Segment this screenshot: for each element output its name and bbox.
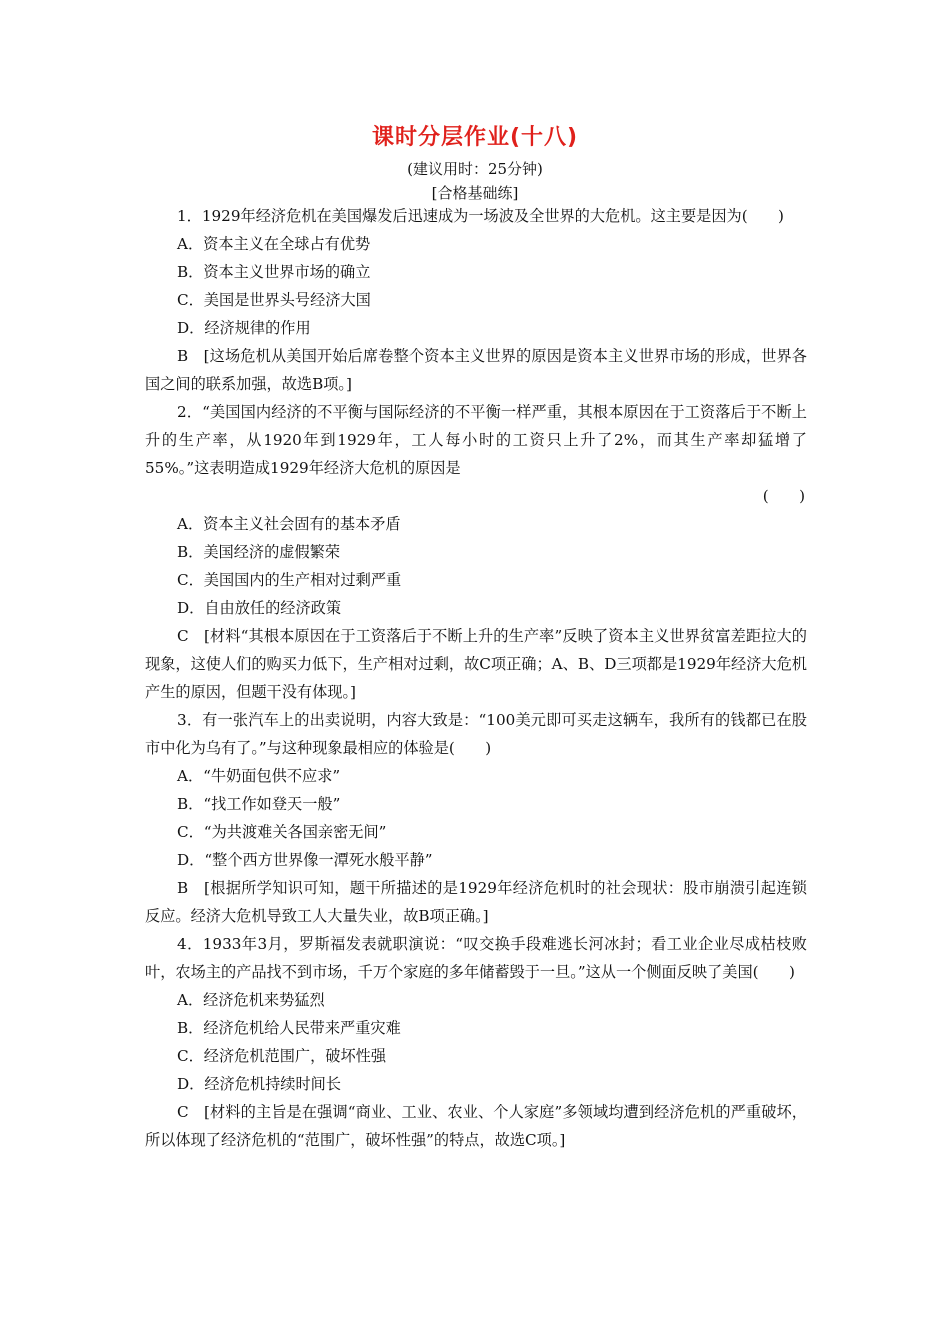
option-b: B．资本主义世界市场的确立 (177, 263, 371, 281)
option-a: A．经济危机来势猛烈 (177, 991, 325, 1009)
question-stem: 4．1933年3月，罗斯福发表就职演说：“叹交换手段难逃长河冰封；看工业企业尽成枯枝败叶，农场主的产品找不到市场，千万个家庭的多年储蓄毁于一旦。”这从一个侧面反映了美国( ) (145, 935, 807, 981)
answer-explanation: B [根据所学知识可知，题干所描述的是1929年经济危机时的社会现状：股市崩溃引起连锁反应。经济大危机导致工人大量失业，故B项正确。] (145, 879, 807, 925)
question-3 (145, 706, 807, 930)
option-b: B．经济危机给人民带来严重灾难 (177, 1019, 401, 1037)
question-stem: 3．有一张汽车上的出卖说明，内容大致是：“100美元即可买走这辆车，我所有的钱都已在股市中化为乌有了。”与这种现象最相应的体验是( ) (145, 711, 807, 757)
question-list (145, 202, 807, 1154)
question-4 (145, 930, 807, 1154)
answer-explanation: C [材料的主旨是在强调“商业、工业、农业、个人家庭”多领域均遭到经济危机的严重破坏，所以体现了经济危机的“范围广，破坏性强”的特点，故选C项。] (145, 1103, 807, 1149)
option-d: D．自由放任的经济政策 (177, 599, 342, 617)
section-heading: [合格基础练] (431, 184, 519, 202)
option-c: C．美国国内的生产相对过剩严重 (177, 571, 402, 589)
option-b: B．“找工作如登天一般” (177, 795, 341, 813)
option-c: C．美国是世界头号经济大国 (177, 291, 371, 309)
option-b: B．美国经济的虚假繁荣 (177, 543, 341, 561)
time-hint: (建议用时：25分钟) (407, 160, 543, 178)
answer-explanation: B [这场危机从美国开始后席卷整个资本主义世界的原因是资本主义世界市场的形成，世界各国之间的联系加强，故选B项。] (145, 347, 807, 393)
question-stem: 1．1929年经济危机在美国爆发后迅速成为一场波及全世界的大危机。这主要是因为( ) (177, 207, 784, 225)
question-stem: 2．“美国国内经济的不平衡与国际经济的不平衡一样严重，其根本原因在于工资落后于不断上升的生产率，从1920年到1929年，工人每小时的工资只上升了2%，而其生产率却猛增了55%。”这表明造成1929年经济大危机的原因是 (145, 403, 807, 477)
question-1 (145, 202, 807, 398)
page-title: 课时分层作业(十八) (371, 125, 579, 150)
option-c: C．“为共渡难关各国亲密无间” (177, 823, 387, 841)
answer-explanation: C [材料“其根本原因在于工资落后于不断上升的生产率”反映了资本主义世界贫富差距拉大的现象，这使人们的购买力低下，生产相对过剩，故C项正确；A、B、D三项都是1929年经济大危机产生的原因，但题干没有体现。] (145, 627, 807, 701)
question-2 (145, 398, 807, 706)
option-d: D．经济危机持续时间长 (177, 1075, 342, 1093)
option-d: D．经济规律的作用 (177, 319, 311, 337)
option-a: A．资本主义在全球占有优势 (177, 235, 371, 253)
option-d: D．“整个西方世界像一潭死水般平静” (177, 851, 433, 869)
option-a: A．资本主义社会固有的基本矛盾 (177, 515, 401, 533)
answer-blank: ( ) (762, 487, 805, 505)
option-c: C．经济危机范围广，破坏性强 (177, 1047, 387, 1065)
option-a: A．“牛奶面包供不应求” (177, 767, 341, 785)
